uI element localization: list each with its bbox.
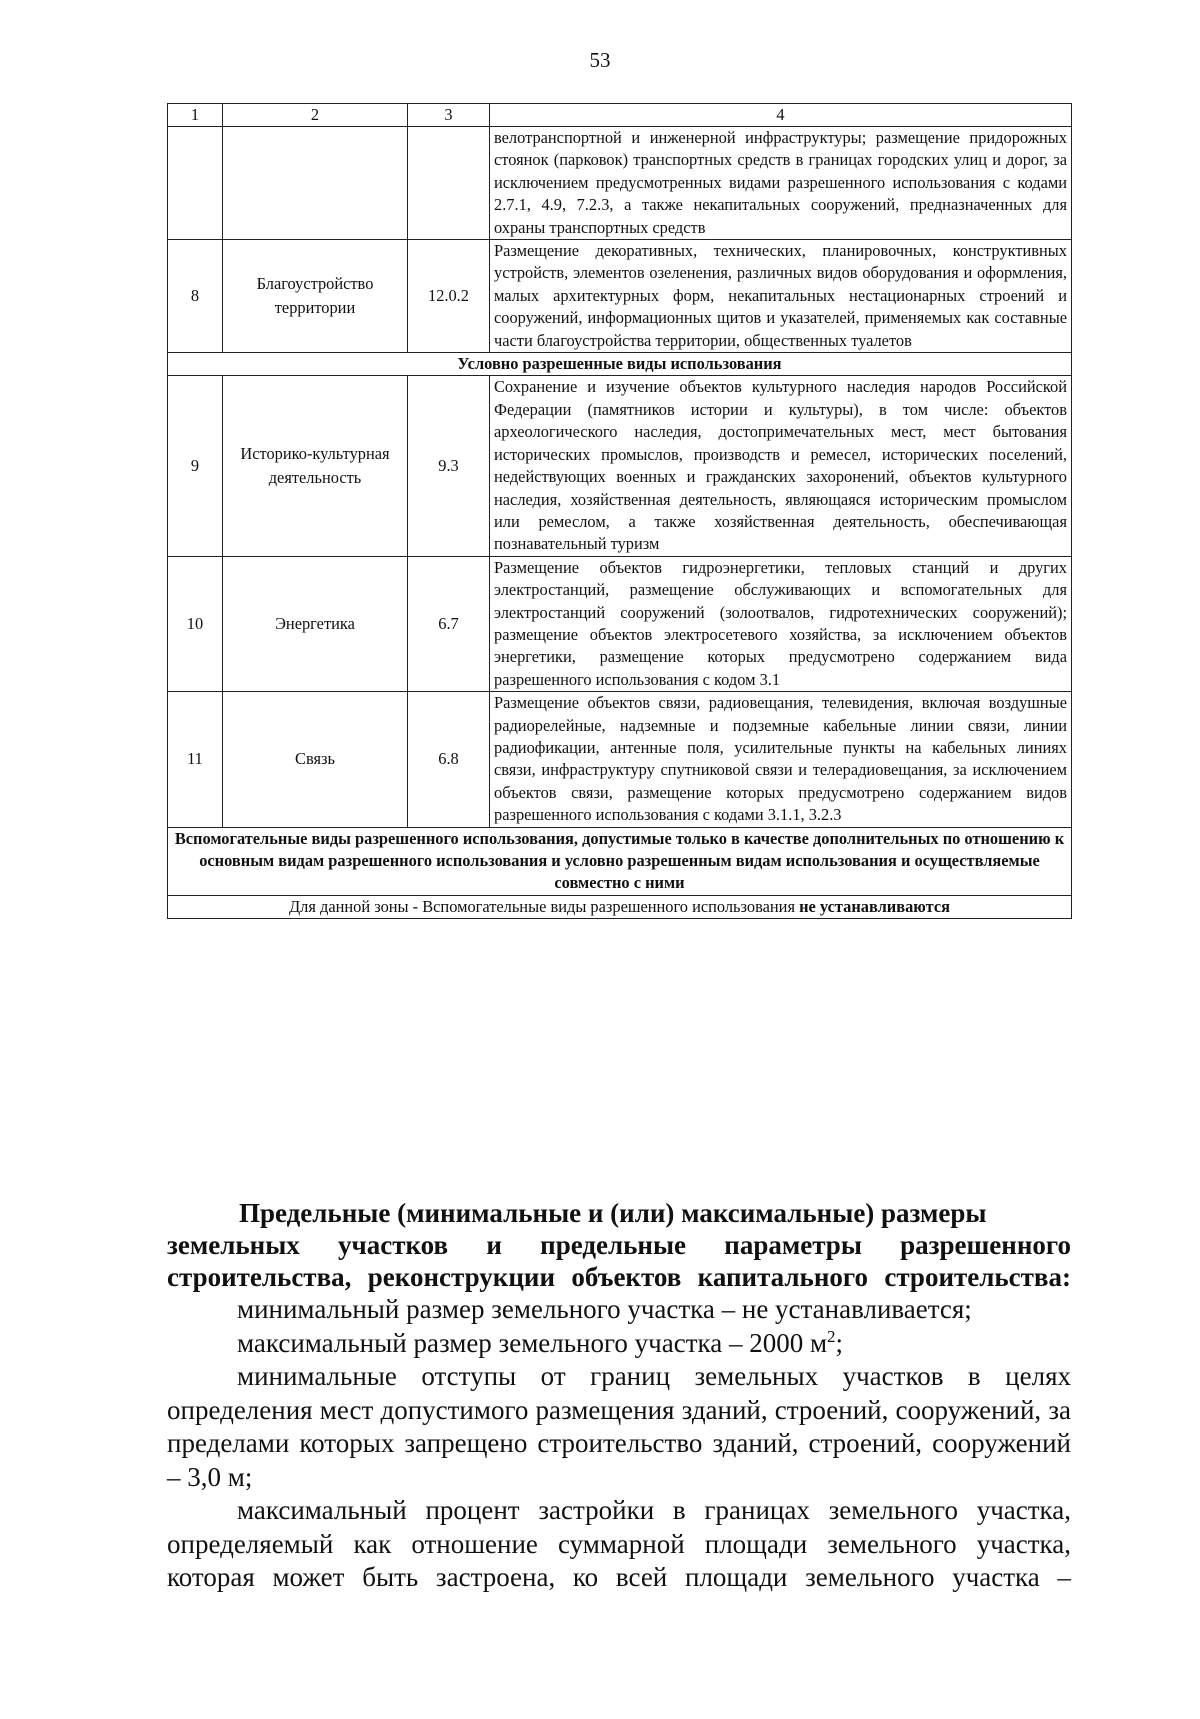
section-row-conditional (168, 353, 1072, 376)
use-code-cell: 9.3 (408, 376, 490, 556)
column-header: 2 (223, 104, 408, 127)
section-title-conditional: Условно разрешенные виды использования (168, 353, 1072, 376)
use-description-cell: Размещение объектов гидроэнергетики, тепловых станций и других электростанций, размещение обслуживающих и вспомогательных для электростанций сооружений (золоотвалов, гидротехнических сооружений); размещение объектов электросетевого хозяйства, за исключением объектов энергетики, размещение которых предусмотрено содержанием вида разрешенного использования с кодом 3.1 (490, 556, 1072, 691)
row-number-cell (168, 127, 223, 240)
heading-line: строительства, реконструкции объектов капитального строительства: (167, 1262, 1071, 1292)
heading-line: земельных участков и предельные параметры разрешенного (167, 1230, 1071, 1260)
auxiliary-note-bold: не устанавливаются (799, 896, 950, 916)
parameters-text (167, 1293, 1071, 1595)
heading-line: Предельные (минимальные и (или) максимальные) размеры (239, 1198, 987, 1228)
paragraph-max-size (167, 1327, 1071, 1361)
row-number-cell: 10 (168, 556, 223, 691)
column-header: 4 (490, 104, 1072, 127)
use-description-cell: Размещение декоративных, технических, планировочных, конструктивных устройств, элементов озеленения, различных видов оборудования и оформления, малых архитектурных форм, некапитальных нестационарных строений и сооружений, информационных щитов и указателей, применяемых как составные части благоустройства территории, общественных туалетов (490, 240, 1072, 353)
use-name-cell: Связь (223, 692, 408, 827)
paragraph-coverage: максимальный процент застройки в границах земельного участка, определяемый как отношение суммарной площади земельного участка, которая может быть застроена, ко всей площади земельного участка – (167, 1495, 1071, 1592)
use-name-cell: Историко-культурная деятельность (223, 376, 408, 556)
table-header-row (168, 104, 1072, 127)
table-row (168, 240, 1072, 353)
use-code-cell: 6.8 (408, 692, 490, 827)
auxiliary-note-prefix: Для данной зоны - Вспомогательные виды разрешенного использования (288, 896, 800, 916)
section-heading (167, 1197, 1071, 1293)
paragraph-min-size: минимальный размер земельного участка – не устанавливается; (237, 1294, 972, 1324)
page-number: 53 (589, 48, 611, 72)
table-row (168, 692, 1072, 827)
table-row (168, 556, 1072, 691)
row-number-cell: 11 (168, 692, 223, 827)
column-header: 3 (408, 104, 490, 127)
table-row-continuation (168, 127, 1072, 240)
row-number-cell: 8 (168, 240, 223, 353)
table-row (168, 376, 1072, 556)
use-name-cell: Энергетика (223, 556, 408, 691)
section-title-auxiliary: Вспомогательные виды разрешенного использования, допустимые только в качестве дополнительных по отношению к основным видам разрешенного использования и условно разрешенным видам использования и осуществляемые совместно с ними (168, 827, 1072, 895)
use-code-cell (408, 127, 490, 240)
max-size-text: максимальный размер земельного участка – 2000 м (237, 1327, 828, 1358)
use-code-cell: 12.0.2 (408, 240, 490, 353)
auxiliary-note (168, 895, 1072, 918)
auxiliary-note-row (168, 895, 1072, 918)
use-code-cell: 6.7 (408, 556, 490, 691)
section-row-auxiliary (168, 827, 1072, 895)
row-number-cell: 9 (168, 376, 223, 556)
column-header: 1 (168, 104, 223, 127)
max-size-superscript: 2 (827, 1326, 836, 1346)
use-description-cell: Размещение объектов связи, радиовещания, телевидения, включая воздушные радиорелейные, надземные и подземные кабельные линии связи, линии радиофикации, антенные поля, усилительные пункты на кабельных линиях связи, инфраструктуру спутниковой связи и телерадиовещания, за исключением объектов связи, размещение которых предусмотрено содержанием видов разрешенного использования с кодами 3.1.1, 3.2.3 (490, 692, 1072, 827)
paragraph-setbacks: минимальные отступы от границ земельных участков в целях определения мест допустимого размещения зданий, строений, сооружений, за пределами которых запрещено строительство зданий, строений, сооружений – 3,0 м; (167, 1361, 1071, 1492)
land-use-table (167, 103, 1072, 919)
use-description-cell: велотранспортной и инженерной инфраструктуры; размещение придорожных стоянок (парковок) транспортных средств в границах городских улиц и дорог, за исключением предусмотренных видами разрешенного использования с кодами 2.7.1, 4.9, 7.2.3, а также некапитальных сооружений, предназначенных для охраны транспортных средств (490, 127, 1072, 240)
use-name-cell (223, 127, 408, 240)
use-name-cell: Благоустройство территории (223, 240, 408, 353)
max-size-suffix: ; (835, 1327, 844, 1358)
use-description-cell: Сохранение и изучение объектов культурного наследия народов Российской Федерации (памятников истории и культуры), в том числе: объектов археологического наследия, достопримечательных мест, мест бытования исторических промыслов, производств и ремесел, исторических поселений, недействующих военных и гражданских захоронений, объектов культурного наследия, хозяйственная деятельность, являющаяся историческим промыслом или ремеслом, а также хозяйственная деятельность, обеспечивающая познавательный туризм (490, 376, 1072, 556)
